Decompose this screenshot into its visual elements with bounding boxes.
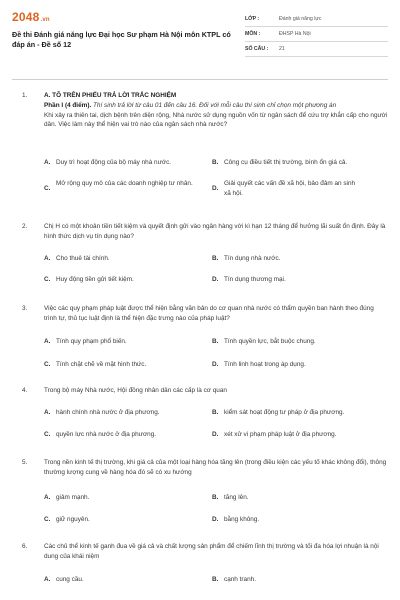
option-letter: A. bbox=[44, 338, 51, 345]
option-text: Tín dụng nhà nước. bbox=[224, 255, 281, 262]
option-letter: B. bbox=[212, 159, 219, 166]
option-text: bằng không. bbox=[224, 516, 260, 523]
section-content bbox=[44, 91, 388, 130]
info-key: LỚP : bbox=[245, 16, 260, 22]
option-text: kiểm sát hoạt động tư pháp ở địa phương. bbox=[224, 409, 345, 416]
info-value: 21 bbox=[279, 46, 285, 52]
option-text: Mở rộng quy mô của các doanh nghiệp tư nhân. bbox=[56, 180, 193, 187]
option-letter: A. bbox=[44, 494, 51, 501]
option-text: Tín dụng thương mại. bbox=[224, 276, 286, 283]
option-text: xét xử vi phạm pháp luật ở địa phương. bbox=[224, 431, 337, 438]
option-letter: D. bbox=[212, 185, 219, 192]
question-text: Các chủ thể kinh tế ganh đua về giá cả và chất lượng sản phẩm để chiếm lĩnh thị trường và tối đa hóa lợi nhuận là nội dung của khái niệm bbox=[44, 543, 379, 560]
document-title: Đề thi Đánh giá năng lực Đại học Sư phạm Hà Nội môn KTPL có đáp án - Đề số 12 bbox=[12, 30, 231, 49]
option-letter: A. bbox=[44, 409, 51, 416]
option-letter: B. bbox=[212, 255, 219, 262]
info-row-count bbox=[245, 42, 388, 57]
part-label: Phần I (4 điểm). bbox=[44, 101, 92, 109]
question-number: 4. bbox=[22, 387, 28, 394]
info-key: SỐ CÂU : bbox=[245, 46, 269, 52]
option-letter: A. bbox=[44, 576, 51, 583]
option-letter: B. bbox=[212, 409, 219, 416]
option-text: Tính linh hoạt trong áp dụng. bbox=[224, 361, 306, 368]
question-number: 5. bbox=[22, 459, 28, 466]
question-text: Chị H có một khoản tiền tiết kiệm và quyết định gửi vào ngân hàng với kì hạn 12 tháng để hưởng lãi suất ổn định. Đây là hình thức dịch vụ tín dụng nào? bbox=[44, 223, 386, 240]
header-divider bbox=[12, 79, 388, 80]
option-letter: A. bbox=[44, 255, 51, 262]
option-text: tăng lên. bbox=[224, 494, 249, 501]
option-letter: A. bbox=[44, 159, 51, 166]
logo-suffix: .vn bbox=[40, 17, 50, 23]
option-text: Tính quy phạm phổ biến. bbox=[56, 338, 127, 345]
option-letter: D. bbox=[212, 361, 219, 368]
part-instruction bbox=[44, 101, 388, 111]
document-header bbox=[12, 10, 388, 70]
option-letter: C. bbox=[44, 361, 51, 368]
option-letter: D. bbox=[212, 276, 219, 283]
question-number: 2. bbox=[22, 223, 28, 230]
option-letter: B. bbox=[212, 576, 219, 583]
option-letter: C. bbox=[44, 431, 51, 438]
option-text: Giải quyết các vấn đề xã hội, bảo đảm an sinh xã hội. bbox=[224, 180, 356, 197]
section-heading: A. TÔ TRÊN PHIẾU TRẢ LỜI TRẮC NGHIỆM bbox=[44, 92, 177, 99]
part-instruction-text: Thí sinh trả lời từ câu 01 đến câu 16. Đối với mỗi câu thí sinh chỉ chọn một phương án bbox=[91, 101, 337, 109]
info-row-class bbox=[245, 12, 388, 27]
option-text: giữ nguyên. bbox=[56, 516, 90, 523]
option-letter: D. bbox=[212, 431, 219, 438]
question-text: Trong bộ máy Nhà nước, Hội đồng nhân dân các cấp là cơ quan bbox=[44, 387, 227, 394]
question-number: 3. bbox=[22, 305, 28, 312]
logo-main: 2048 bbox=[12, 10, 40, 24]
option-text: cạnh tranh. bbox=[224, 576, 256, 583]
option-text: Tính quyền lực, bắt buộc chung. bbox=[224, 338, 316, 345]
option-text: Cho thuê tài chính. bbox=[56, 255, 110, 262]
question-text: Khi xảy ra thiên tai, dịch bệnh trên diện rộng, Nhà nước sử dụng nguồn vốn từ ngân sách để cứu trợ khắn cấp cho người dân. Việc làm này thể hiện vai trò nào của ngân sách nhà nước? bbox=[44, 111, 388, 129]
site-logo[interactable] bbox=[12, 10, 50, 24]
info-key: MÔN : bbox=[245, 31, 261, 37]
option-letter: C. bbox=[44, 185, 51, 192]
question-text: Việc các quy phạm pháp luật được thể hiện bằng văn bản do cơ quan nhà nước có thẩm quyền ban hành theo đúng trình tự, thủ tục luật định là thể hiện đặc trưng nào của pháp luật? bbox=[44, 305, 374, 322]
option-text: hành chính nhà nước ở địa phương. bbox=[56, 409, 160, 416]
option-letter: D. bbox=[212, 516, 219, 523]
question-text: Trong nền kinh tế thị trường, khi giá cả của một loại hàng hóa tăng lên (trong điều kiện các yếu tố khác không đổi), thông thường lượng cung về hàng hóa đó sẽ có xu hướng bbox=[44, 459, 387, 476]
option-text: Công cụ điều tiết thị trường, bình ổn giá cả. bbox=[224, 159, 348, 166]
option-text: giảm mạnh. bbox=[56, 494, 90, 501]
info-value: Đánh giá năng lực bbox=[279, 16, 322, 22]
section-number: 1. bbox=[22, 92, 28, 99]
option-text: Duy trì hoạt động của bộ máy nhà nước. bbox=[56, 159, 172, 166]
option-text: cung cầu. bbox=[56, 576, 84, 583]
info-value: ĐHSP Hà Nội bbox=[279, 31, 311, 37]
option-text: Huy động tiền gửi tiết kiệm. bbox=[56, 276, 134, 283]
question-number: 6. bbox=[22, 543, 28, 550]
info-row-subject bbox=[245, 27, 388, 42]
option-text: Tính chặt chẽ về mặt hình thức. bbox=[56, 361, 147, 368]
option-letter: B. bbox=[212, 338, 219, 345]
option-letter: C. bbox=[44, 516, 51, 523]
option-text: quyền lực nhà nước ở địa phương. bbox=[56, 431, 157, 438]
option-letter: B. bbox=[212, 494, 219, 501]
exam-info-table bbox=[245, 12, 388, 57]
option-letter: C. bbox=[44, 276, 51, 283]
